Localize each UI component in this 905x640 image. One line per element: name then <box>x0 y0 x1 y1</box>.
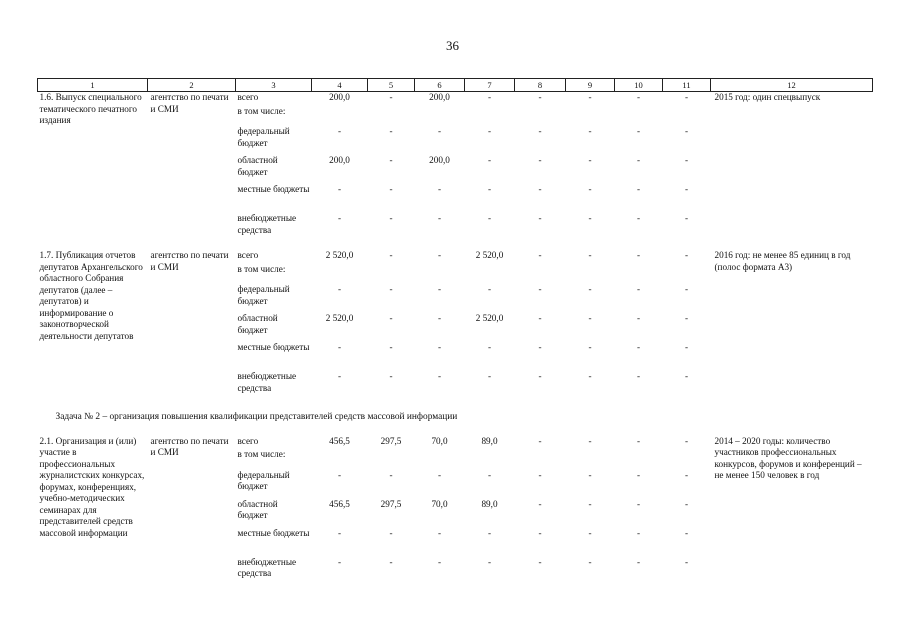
funding-source-label: местные бюджеты <box>237 184 310 194</box>
value-cell: - <box>437 371 442 381</box>
value-cell: - <box>437 527 442 538</box>
column-header: 1 <box>38 79 148 92</box>
value-cell: - <box>337 126 342 136</box>
value-cell: - <box>538 435 542 446</box>
value-cell: 89,0 <box>481 498 498 509</box>
value-cell: 200,0 <box>329 92 350 102</box>
funding-source-label: областной бюджет <box>237 313 278 335</box>
value-cell: - <box>636 284 641 294</box>
value-cell: - <box>538 250 542 260</box>
measure-description: 1.7. Публикация отчетов депутатов Архангельского областного Собрания депутатов (далее – депутатов) и информирование о законотворческой деятельности депутатов <box>39 250 143 341</box>
value-cell: 2 520,0 <box>475 313 504 323</box>
value-cell: - <box>337 213 342 223</box>
value-cell: - <box>487 155 492 165</box>
value-cell: 2 520,0 <box>325 313 354 323</box>
funding-including-label: в том числе: <box>237 105 286 116</box>
value-cell: - <box>538 284 542 294</box>
value-cell: 200,0 <box>429 92 450 102</box>
funding-source-label: внебюджетные средства <box>237 556 297 578</box>
column-number-row <box>38 79 873 92</box>
column-header: 12 <box>711 79 873 92</box>
value-cell: - <box>684 527 689 538</box>
value-cell: - <box>636 155 641 165</box>
value-cell: - <box>487 213 492 223</box>
column-header: 3 <box>236 79 312 92</box>
value-cell: - <box>487 342 492 352</box>
value-cell: - <box>389 342 393 352</box>
value-cell: 456,5 <box>329 498 350 509</box>
row-spacer <box>38 242 873 250</box>
table-row <box>38 250 873 276</box>
value-cell: - <box>636 371 641 381</box>
column-header: 9 <box>566 79 615 92</box>
value-cell: - <box>487 371 492 381</box>
value-cell: - <box>538 498 542 509</box>
value-cell: - <box>588 250 592 260</box>
row-spacer <box>236 118 711 126</box>
funding-source-label: федеральный бюджет <box>237 469 290 491</box>
column-header: 5 <box>368 79 415 92</box>
value-cell: 2 520,0 <box>325 250 354 260</box>
row-spacer <box>236 276 711 284</box>
table-row <box>38 436 873 462</box>
funding-source-label <box>236 436 312 462</box>
value-cell: - <box>487 556 492 567</box>
budget-table <box>37 78 873 586</box>
value-cell: - <box>588 284 592 294</box>
value-cell: - <box>487 92 492 102</box>
value-cell: - <box>337 527 342 538</box>
value-cell: - <box>389 313 393 323</box>
value-cell: - <box>636 342 641 352</box>
value-cell: - <box>538 371 542 381</box>
value-cell: 70,0 <box>431 498 448 509</box>
value-cell: - <box>684 435 689 446</box>
responsible-org: агентство по печати и СМИ <box>150 435 229 457</box>
value-cell: - <box>588 371 592 381</box>
value-cell: 89,0 <box>481 435 498 446</box>
value-cell: - <box>588 556 592 567</box>
value-cell: - <box>389 469 393 480</box>
value-cell: - <box>588 527 592 538</box>
value-cell: - <box>538 213 542 223</box>
task-heading: Задача № 2 – организация повышения квалификации представителей средств массовой информации <box>55 412 458 422</box>
responsible-org: агентство по печати и СМИ <box>150 250 229 272</box>
value-cell: - <box>337 284 342 294</box>
funding-total-label: всего <box>237 250 259 260</box>
funding-source-label: областной бюджет <box>237 498 278 520</box>
value-cell: - <box>437 469 442 480</box>
value-cell: - <box>337 469 342 480</box>
value-cell: - <box>684 342 689 352</box>
funding-source-label: местные бюджеты <box>237 527 310 538</box>
value-cell: - <box>487 469 492 480</box>
column-header: 2 <box>148 79 236 92</box>
value-cell: - <box>389 155 393 165</box>
value-cell: - <box>437 284 442 294</box>
value-cell: - <box>684 371 689 381</box>
value-cell: - <box>437 313 442 323</box>
value-cell: - <box>636 313 641 323</box>
value-cell: - <box>636 469 641 480</box>
value-cell: - <box>684 213 689 223</box>
column-header: 8 <box>515 79 566 92</box>
value-cell: - <box>636 498 641 509</box>
funding-source-label <box>236 250 312 276</box>
value-cell: - <box>538 126 542 136</box>
value-cell: - <box>437 213 442 223</box>
column-header: 4 <box>312 79 368 92</box>
column-header: 6 <box>415 79 465 92</box>
funding-source-label: областной бюджет <box>237 155 278 177</box>
value-cell: - <box>684 155 689 165</box>
value-cell: - <box>538 313 542 323</box>
table-row <box>38 92 873 119</box>
funding-source-label: внебюджетные средства <box>237 371 297 393</box>
value-cell: - <box>337 184 342 194</box>
value-cell: - <box>636 435 641 446</box>
value-cell: 456,5 <box>329 435 350 446</box>
value-cell: - <box>636 126 641 136</box>
value-cell: - <box>389 92 393 102</box>
value-cell: 2 520,0 <box>475 250 504 260</box>
value-cell: - <box>538 527 542 538</box>
value-cell: - <box>389 126 393 136</box>
task-heading-row <box>38 400 873 436</box>
value-cell: - <box>538 342 542 352</box>
value-cell: - <box>538 184 542 194</box>
value-cell: - <box>684 284 689 294</box>
funding-including-label: в том числе: <box>237 263 286 274</box>
value-cell: - <box>389 527 393 538</box>
value-cell: - <box>588 435 592 446</box>
value-cell: - <box>588 92 592 102</box>
value-cell: - <box>588 184 592 194</box>
value-cell: 297,5 <box>380 435 402 446</box>
expected-result: 2014 – 2020 годы: количество участников профессиональных конкурсов, форумов и конференций – не менее 150 человек в год <box>714 435 862 480</box>
column-header: 10 <box>615 79 663 92</box>
value-cell: - <box>389 556 393 567</box>
funding-source-label: федеральный бюджет <box>237 284 290 306</box>
value-cell: - <box>487 284 492 294</box>
value-cell: - <box>588 213 592 223</box>
value-cell: - <box>636 250 641 260</box>
funding-source-label: местные бюджеты <box>237 342 310 352</box>
funding-total-label: всего <box>237 435 259 446</box>
value-cell: - <box>636 556 641 567</box>
value-cell: 297,5 <box>380 498 402 509</box>
value-cell: - <box>389 284 393 294</box>
column-header: 11 <box>663 79 711 92</box>
row-spacer <box>236 462 711 470</box>
funding-total-label: всего <box>237 92 259 102</box>
measure-description: 1.6. Выпуск специального тематического печатного издания <box>39 92 142 125</box>
value-cell: 200,0 <box>429 155 450 165</box>
value-cell: - <box>437 250 442 260</box>
value-cell: - <box>588 469 592 480</box>
value-cell: - <box>588 126 592 136</box>
expected-result: 2015 год: один спецвыпуск <box>714 92 821 102</box>
funding-source-label <box>236 92 312 119</box>
column-header: 7 <box>465 79 515 92</box>
funding-source-label: внебюджетные средства <box>237 213 297 235</box>
value-cell: - <box>487 126 492 136</box>
measure-description: 2.1. Организация и (или) участие в профессиональных журналистских конкурсах, форумах, конференциях, учебно-методических семинарах для представителей средств массовой информации <box>39 435 145 538</box>
responsible-org: агентство по печати и СМИ <box>150 92 229 114</box>
value-cell: - <box>636 184 641 194</box>
page-number: 36 <box>446 38 459 53</box>
value-cell: - <box>389 250 393 260</box>
value-cell: - <box>487 527 492 538</box>
value-cell: - <box>337 371 342 381</box>
value-cell: - <box>389 213 393 223</box>
value-cell: - <box>588 342 592 352</box>
value-cell: - <box>487 184 492 194</box>
value-cell: - <box>538 556 542 567</box>
value-cell: - <box>636 527 641 538</box>
value-cell: - <box>437 556 442 567</box>
value-cell: - <box>588 155 592 165</box>
value-cell: 70,0 <box>431 435 448 446</box>
value-cell: - <box>538 155 542 165</box>
value-cell: - <box>437 342 442 352</box>
value-cell: - <box>684 92 689 102</box>
value-cell: - <box>684 498 689 509</box>
table-row <box>38 242 873 250</box>
value-cell: - <box>684 126 689 136</box>
value-cell: - <box>684 469 689 480</box>
value-cell: - <box>636 213 641 223</box>
value-cell: - <box>538 92 542 102</box>
value-cell: - <box>684 313 689 323</box>
value-cell: - <box>437 126 442 136</box>
value-cell: - <box>588 498 592 509</box>
value-cell: - <box>684 250 689 260</box>
value-cell: - <box>337 556 342 567</box>
value-cell: - <box>538 469 542 480</box>
expected-result: 2016 год: не менее 85 единиц в год (полос формата А3) <box>714 250 851 272</box>
value-cell: - <box>389 371 393 381</box>
value-cell: - <box>636 92 641 102</box>
value-cell: - <box>389 184 393 194</box>
funding-including-label: в том числе: <box>237 449 286 459</box>
value-cell: - <box>684 184 689 194</box>
funding-source-label: федеральный бюджет <box>237 126 290 148</box>
value-cell: - <box>437 184 442 194</box>
value-cell: - <box>588 313 592 323</box>
value-cell: - <box>337 342 342 352</box>
value-cell: - <box>684 556 689 567</box>
value-cell: 200,0 <box>329 155 350 165</box>
table-body <box>38 92 873 586</box>
